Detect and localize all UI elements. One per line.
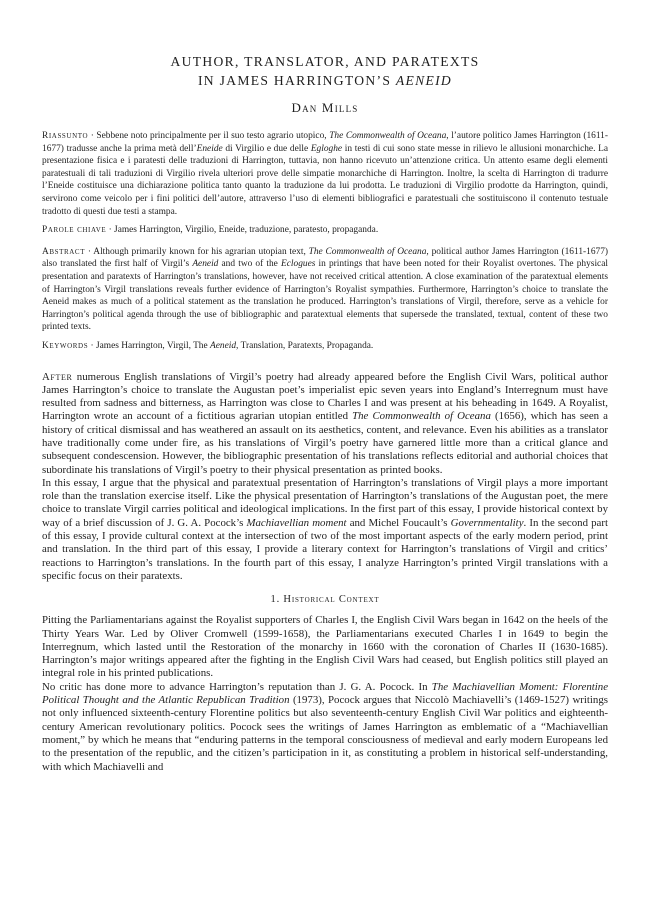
riassunto-label: Riassunto: [42, 131, 89, 141]
abstract-text-3: and two of the: [218, 259, 282, 270]
keywords-label: Keywords: [42, 340, 89, 351]
paragraph-1-lead: After: [42, 370, 73, 383]
riassunto-text-3: di Virgilio e due delle: [222, 143, 311, 154]
abstract-text-4: in printings that have been noted for their Royalist overtones. The physical presentation and paratexts of Harrington’s translations, however, have not received critical attention. A close examination of the paratextual elements of Harrington’s Virgil translations reveals further evidence of Harrington’s Royalist sympathies. Furthermore, Harrington’s choice to translate the Aeneid makes as much of a political statement as the translation he produced. Harrington’s translations of Virgil, therefore, serve as a vehicle for Harrington’s political agenda through the use of bibliographic and paratextual elements that supersede the translated, textual, content of these two printed texts.: [42, 259, 608, 333]
parole-chiave: [42, 224, 608, 237]
paragraph-2: [42, 477, 608, 583]
paragraph-2-italic-1: Machiavellian moment: [246, 516, 347, 529]
riassunto: [42, 130, 608, 218]
title-line-2-prefix: IN JAMES HARRINGTON’S: [197, 73, 396, 88]
riassunto-text-4: in testi di cui sono state messe in rilievo le allusioni monarchiche. La presentazione fisica e i paratesti delle traduzioni di Harrington, tuttavia, non hanno ricevuto un’attenzione critica. Un attento esame degli elementi paratestuali di tali traduzioni di Virgilio rivela ulteriori prove delle simpatie monarchiche di Harrington. Inoltre, la scelta di Harrington di tradurre l’Eneide costituisce una dichiarazione politica tanto quanto la traduzione da lui prodotta. Le traduzioni di Virgilio prodotte da Harrington, quindi, servirono come veicolo per i fini politici dell’autore, attraverso l’uso di elementi bibliografici e paratestuali che sostituiscono il contenuto testuale tradotto di questi due testi a stampa.: [42, 143, 609, 217]
paragraph-4-italic-1: The Machiavellian Moment: Florentine Political Thought and the Atlantic Republican Tradition: [42, 680, 609, 707]
parole-chiave-label: Parole chiave: [42, 225, 107, 236]
parole-chiave-text: James Harrington, Virgilio, Eneide, traduzione, paratesto, propaganda.: [114, 225, 379, 236]
paragraph-1-text-1: numerous English translations of Virgil’s poetry had already appeared before the English Civil Wars, political author James Harrington’s choice to translate the Augustan poet’s imperialist epic seven years into England’s Interregnum must have resulted from sadness and bitterness, as Harrington was close to Charles I and was present at his beheading in 1649. A Royalist, Harrington wrote an account of a fictitious agrarian utopian entitled: [42, 370, 608, 423]
paragraph-1: [42, 371, 608, 477]
abstract-label: Abstract: [42, 246, 86, 257]
paragraph-4-text-1: No critic has done more to advance Harrington’s reputation than J. G. A. Pocock. In: [42, 680, 432, 693]
abstract-text-2: , political author James Harrington (1611-1677) also translated the first half of Virgil’s: [42, 246, 609, 270]
paragraph-3: [42, 614, 608, 680]
author-name: Dan Mills: [291, 100, 359, 115]
paragraph-2-text-2: and Michel Foucault’s: [346, 516, 451, 529]
abstract-sep: ·: [85, 246, 94, 257]
abstract-italic-3: Eclogues: [281, 259, 316, 270]
abstract-text-1: Although primarily known for his agrarian utopian text,: [93, 246, 309, 257]
title-line-2-italic: AENEID: [395, 73, 453, 88]
paragraph-2-text-1: In this essay, I argue that the physical and paratextual presentation of Harrington’s translations of Virgil plays a more important role than the translation exercise itself. Like the physical presentation of Harrington’s translations of the Augustan poet, the mere choice to translate Virgil carries political and ideological implications. In the first part of this essay, I provide historical context by way of a brief discussion of J. G. A. Pocock’s: [42, 476, 608, 529]
paragraph-1-italic-1: The Commonwealth of Oceana: [352, 410, 491, 423]
riassunto-text-2: , l’autore politico James Harrington (1611-1677) tradusse anche la prima metà dell’: [42, 131, 608, 154]
section-heading: 1. Historical Context: [270, 594, 380, 606]
abstract-italic-1: The Commonwealth of Oceana: [308, 246, 427, 257]
article-body: [42, 371, 608, 774]
riassunto-italic-2: Eneide: [196, 143, 223, 154]
keywords-italic-1: Aeneid: [210, 340, 237, 351]
paragraph-2-text-3: . In the second part of this essay, I provide cultural context at the intersection of two of the most important aspects of the early modern period, print and translation. In the third part of this essay, I provide a literary context for Harrington’s translations of Virgil and critics’ reactions to Harrington’s translations. In the fourth part of this essay, I analyze Harrington’s printed Virgil translations with a specific focus on their paratexts.: [42, 516, 608, 582]
paragraph-3-text-1: Pitting the Parliamentarians against the Royalist supporters of Charles I, the English Civil Wars began in 1642 on the heels of the Thirty Years War. Led by Oliver Cromwell (1599-1658), the Parliamentarians executed Charles I in 1649 to begin the Interregnum, which lasted until the Restoration of the monarchy in 1660 with the coronation of Charles II (1630-1685). Harrington’s major writings appeared after the fighting in the English Civil Wars had ceased, but English politics still played an integral role in his printed publications.: [42, 614, 608, 680]
keywords-sep: ·: [88, 340, 96, 351]
riassunto-italic-3: Egloghe: [310, 143, 343, 154]
paragraph-2-italic-2: Governmentality: [450, 516, 524, 529]
paragraph-4: [42, 681, 608, 774]
paragraph-4-text-2: (1973), Pocock argues that Niccolò Machiavelli’s (1469-1527) writings not only influenced sixteenth-century Florentine politics but also seventeenth-century English Civil War politics and eighteenth-century American revolutionary politics. Pocock sees the writings of James Harrington as emblematic of a “Machiavellian moment,” by which he means that “enduring patterns in the temporal consciousness of medieval and early modern Europeans led to the presentation of the republic, and the citizen’s participation in it, as constituting a problem in historical self-understanding, with which Machiavelli and: [42, 694, 608, 773]
article-title: [42, 52, 608, 90]
abstract-italic-2: Aeneid: [192, 259, 219, 270]
abstract: [42, 246, 608, 334]
title-line-1: AUTHOR, TRANSLATOR, AND PARATEXTS: [170, 54, 480, 69]
keywords: [42, 340, 608, 353]
paragraph-1-text-2: (1656), which has seen a history of critical dismissal and has weathered an assault on its aesthetics, content, and relevance. Even his abilities as a translator have traditionally come under fire, as his translations of Virgil’s poetry have garnered little more than a critical glance and subsequent condescension. However, the bibliographic presentation of his translations reflects editorial and authorial choices that subordinate his translations of Virgil’s poetry to their physical presentation as printed books.: [42, 410, 608, 476]
riassunto-italic-1: The Commonwealth of Oceana: [329, 131, 447, 141]
riassunto-sep: ·: [88, 131, 97, 141]
keywords-text-2: , Translation, Paratexts, Propaganda.: [236, 340, 374, 351]
parole-chiave-sep: ·: [106, 225, 115, 236]
riassunto-text-1: Sebbene noto principalmente per il suo testo agrario utopico,: [96, 131, 330, 141]
keywords-text-1: James Harrington, Virgil, The: [96, 340, 211, 351]
